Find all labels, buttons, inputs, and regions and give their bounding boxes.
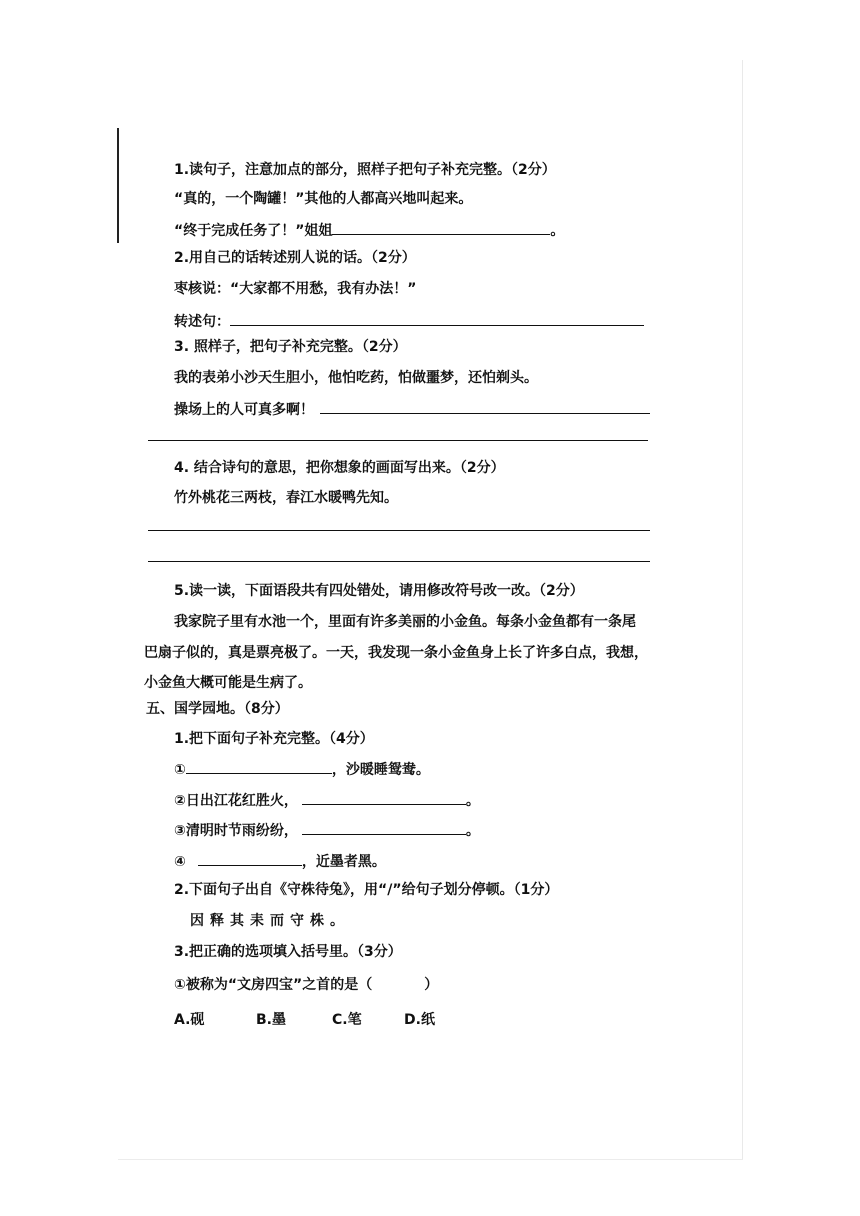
q3-answer-line[interactable] — [148, 440, 648, 441]
q4-title: 4. 结合诗句的意思，把你想象的画面写出来。（2分） — [174, 460, 505, 476]
scan-edge-mark — [118, 1159, 743, 1160]
q1-prompt: “终于完成任务了！”姐姐 — [174, 223, 333, 239]
sub1-item2-blank[interactable] — [302, 790, 466, 805]
option-b[interactable]: B.墨 — [256, 1012, 286, 1028]
sub1-item1-blank[interactable] — [186, 759, 332, 774]
q5-paragraph-line: 巴扇子似的，真是票亮极了。一天，我发现一条小金鱼身上长了许多白点，我想， — [144, 645, 648, 661]
q4-answer-line[interactable] — [148, 561, 650, 562]
sub1-item-3 — [174, 820, 480, 841]
q3-example: 我的表弟小沙天生胆小，他怕吃药，怕做噩梦，还怕剃头。 — [174, 370, 538, 386]
item-number: ④ — [174, 854, 186, 870]
sub2-sentence[interactable]: 因释其耒而守株。 — [190, 913, 350, 929]
option-a[interactable]: A.砚 — [174, 1012, 205, 1028]
item-text: ，近墨者黑。 — [301, 854, 386, 870]
sub3-question: ①被称为“文房四宝”之首的是（ — [174, 977, 373, 993]
q1-title: 1.读句子，注意加点的部分，照样子把句子补充完整。（2分） — [174, 162, 556, 178]
q1-example: “真的，一个陶罐！”其他的人都高兴地叫起来。 — [174, 191, 473, 207]
q2-title: 2.用自己的话转述别人说的话。（2分） — [174, 250, 416, 266]
q4-poem: 竹外桃花三两枝，春江水暖鸭先知。 — [174, 490, 398, 506]
section5-sub3-title: 3.把正确的选项填入括号里。（3分） — [174, 944, 402, 960]
q2-quote: 枣核说：“大家都不用愁，我有办法！” — [174, 281, 417, 297]
sub1-item-1 — [174, 759, 430, 780]
sub3-question-row — [174, 974, 438, 995]
q2-answer-blank[interactable] — [230, 311, 644, 326]
q5-paragraph-line: 小金鱼大概可能是生病了。 — [144, 675, 312, 691]
q2-label: 转述句： — [174, 314, 230, 330]
q3-prompt-row — [174, 399, 650, 420]
scan-edge-mark — [742, 60, 743, 1160]
section-title: 五、国学园地。（8分） — [146, 701, 289, 717]
scan-edge-mark — [117, 128, 119, 243]
q3-answer-blank[interactable] — [320, 399, 650, 414]
item-end: 。 — [465, 793, 480, 809]
q3-prompt: 操场上的人可真多啊！ — [174, 402, 314, 418]
sub3-answer-blank[interactable] — [372, 974, 424, 989]
q1-prompt-row — [174, 220, 564, 241]
option-d[interactable]: D.纸 — [404, 1012, 435, 1028]
q5-title: 5.读一读，下面语段共有四处错处，请用修改符号改一改。（2分） — [174, 583, 584, 599]
sub1-item3-blank[interactable] — [302, 820, 466, 835]
q3-title: 3. 照样子，把句子补充完整。（2分） — [174, 339, 407, 355]
section5-sub2-title: 2.下面句子出自《守株待兔》，用“/”给句子划分停顿。（1分） — [174, 882, 559, 898]
q1-end: 。 — [550, 223, 565, 239]
q4-answer-line[interactable] — [148, 530, 650, 531]
sub1-item-4 — [174, 851, 386, 872]
sub3-question-close: ） — [424, 977, 439, 993]
section5-sub1-title: 1.把下面句子补充完整。（4分） — [174, 731, 374, 747]
sub1-item4-blank[interactable] — [198, 851, 302, 866]
item-text: ，沙暖睡鸳鸯。 — [331, 762, 430, 778]
option-c[interactable]: C.笔 — [332, 1012, 362, 1028]
q5-paragraph-line: 我家院子里有水池一个，里面有许多美丽的小金鱼。每条小金鱼都有一条尾 — [174, 614, 636, 630]
item-number: ① — [174, 762, 186, 778]
sub3-options — [174, 1010, 435, 1030]
q1-answer-blank[interactable] — [332, 220, 550, 235]
q2-answer-row — [174, 311, 644, 332]
item-end: 。 — [465, 823, 480, 839]
sub1-item-2 — [174, 790, 480, 811]
item-text: ③清明时节雨纷纷， — [174, 823, 298, 839]
item-text: ②日出江花红胜火， — [174, 793, 298, 809]
